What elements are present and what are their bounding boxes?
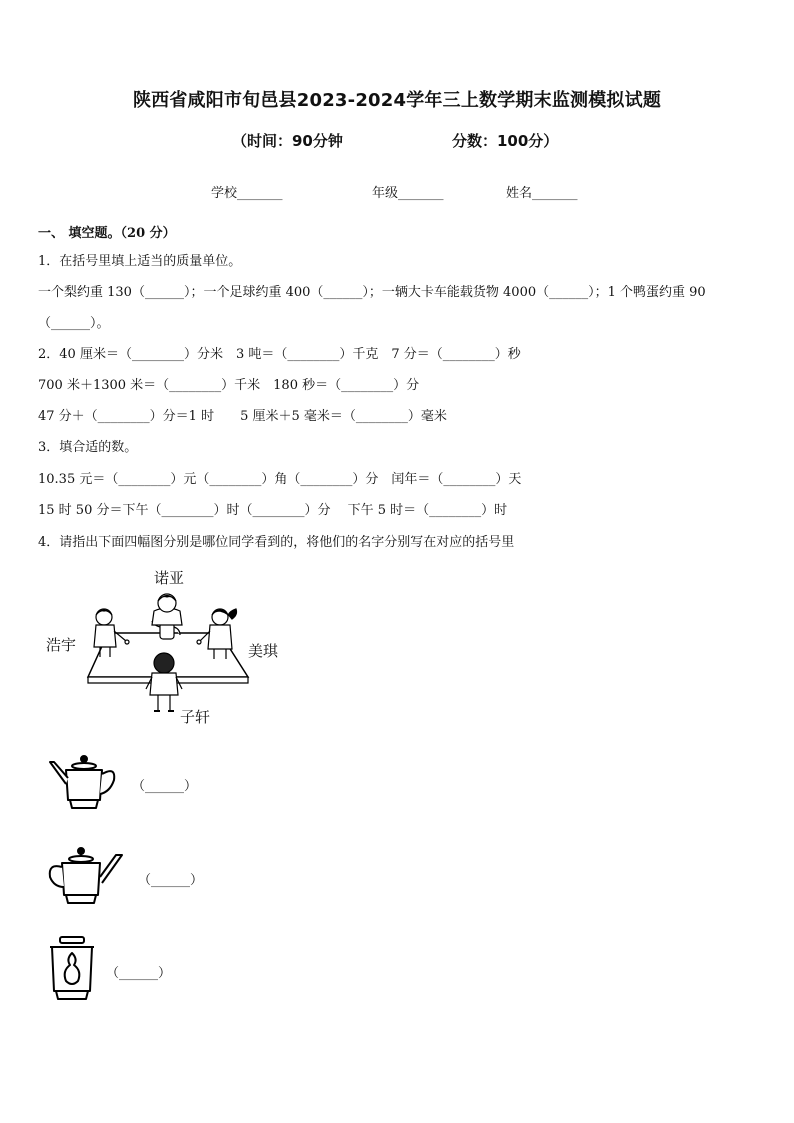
q2-line1: 2．40 厘米＝（________）分米 3 吨＝（________）千克 7 分＝（________）秒: [38, 347, 521, 362]
exam-score: 分数：100分）: [452, 132, 559, 150]
grade-field[interactable]: 年级_______: [372, 186, 444, 201]
teapot-view-3-icon: [44, 935, 104, 1005]
answer-blank-2[interactable]: （______）: [138, 873, 204, 888]
q1-prompt: 1．在括号里填上适当的质量单位。: [38, 254, 242, 269]
q2-line2: 700 米＋1300 米＝（________）千米 180 秒＝（________）分: [38, 378, 420, 393]
name-right: 美琪: [248, 642, 279, 660]
exam-title: 陕西省咸阳市旬邑县2023-2024学年三上数学期末监测模拟试题: [132, 90, 662, 111]
name-field[interactable]: 姓名_______: [506, 186, 578, 201]
name-left: 浩宇: [46, 636, 77, 654]
q3-line2: 15 时 50 分＝下午（________）时（________）分 下午 5 时＝（________）时: [38, 503, 508, 518]
q3-prompt: 3．填合适的数。: [38, 440, 138, 455]
q3-line1: 10.35 元＝（________）元（________）角（________）分 闰年＝（________）天: [38, 472, 522, 487]
answer-blank-3[interactable]: （______）: [106, 966, 172, 981]
teapot-view-1-icon: [44, 752, 129, 814]
q1-line2: （______）。: [38, 316, 110, 331]
answer-blank-1[interactable]: （______）: [132, 779, 198, 794]
school-field[interactable]: 学校_______: [211, 186, 283, 201]
name-top: 诺亚: [154, 569, 185, 587]
table-scene-illustration: [80, 585, 255, 720]
name-bottom: 子轩: [180, 708, 211, 726]
q4-prompt: 4．请指出下面四幅图分别是哪位同学看到的，将他们的名字分别写在对应的括号里: [38, 535, 515, 550]
q1-line1: 一个梨约重 130（______）；一个足球约重 400（______）；一辆大卡车能载货物 4000（______）；1 个鸭蛋约重 90: [38, 285, 706, 300]
section-heading: 一、 填空题。（20 分）: [38, 226, 176, 241]
teapot-view-2-icon: [44, 843, 129, 908]
q2-line3: 47 分＋（________）分＝1 时 5 厘米＋5 毫米＝（________）毫米: [38, 409, 447, 424]
exam-time: （时间：90分钟: [232, 132, 343, 150]
